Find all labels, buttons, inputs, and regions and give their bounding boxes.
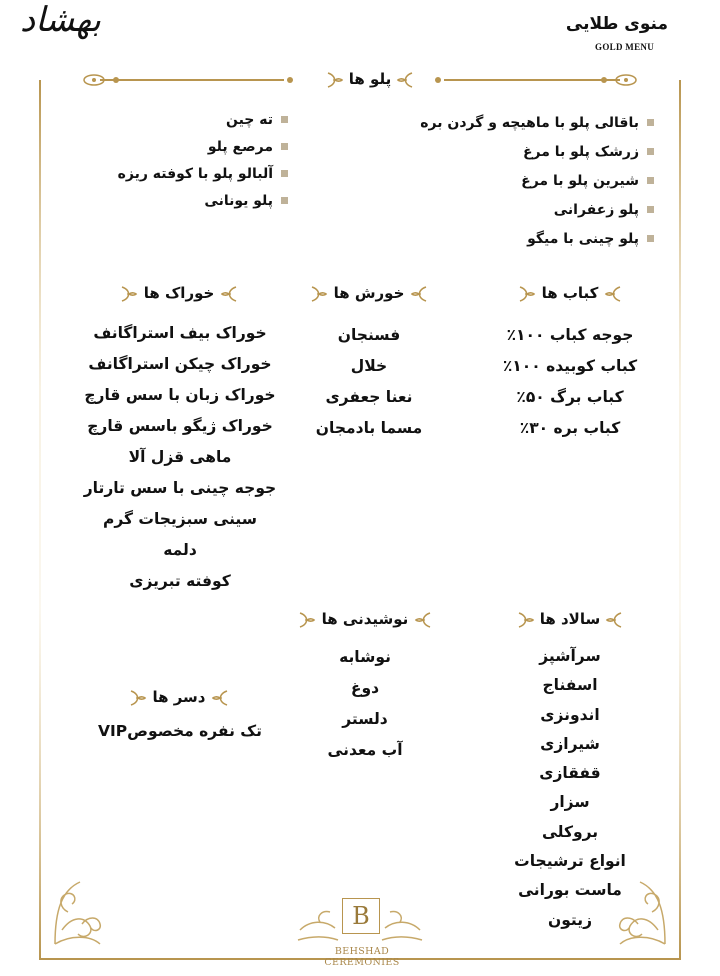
ornament-icon (517, 611, 535, 629)
list-item: زرشک پلو با مرغ (420, 137, 654, 166)
list-item: خلال (350, 357, 388, 375)
list-item: خوراک ژیگو باسس قارچ (87, 417, 273, 435)
list-item: دوغ (350, 679, 380, 697)
section-title-kabab (500, 284, 640, 303)
section-title-text: پلو ها (348, 70, 392, 88)
list-item: دلمه (163, 541, 197, 559)
section-title-salad (500, 610, 640, 629)
footer-logo-mark: B (342, 898, 380, 934)
section-title-text: دسر ها (152, 688, 206, 706)
list-item: شیرازی (540, 734, 600, 753)
list-item: کوفته تبریزی (129, 572, 231, 590)
list-item: شیرین پلو با مرغ (420, 166, 654, 195)
kabab-list (490, 320, 650, 444)
list-item: جوجه کباب ۱۰۰٪ (506, 326, 634, 344)
section-title-text: سالاد ها (539, 610, 601, 628)
list-item: باقالی پلو با ماهیچه و گردن بره (420, 108, 654, 137)
list-item: فسنجان (337, 326, 401, 344)
list-item: سرآشپز (539, 647, 601, 665)
ornament-icon (211, 689, 229, 707)
list-item: سزار (550, 793, 590, 812)
ornament-icon (310, 285, 328, 303)
brand-logo: بهشاد (20, 0, 101, 40)
list-item: اسفناج (542, 676, 598, 695)
section-title-khorak (104, 284, 254, 303)
section-title-khoresh (294, 284, 444, 303)
deser-list (70, 716, 290, 747)
polo-list-left (118, 106, 288, 214)
ornament-icon (414, 611, 432, 629)
ornament-icon (396, 71, 414, 89)
ornament-icon (410, 285, 428, 303)
ornament-icon (298, 611, 316, 629)
salad-list (500, 642, 640, 935)
list-item: بروکلی (541, 822, 599, 841)
menu-title: منوی طلایی (565, 14, 668, 34)
list-item: کباب برگ ۵۰٪ (516, 388, 624, 406)
list-item: ماست بورانی (518, 881, 622, 900)
section-title-text: خورش ها (333, 284, 405, 302)
section-title-text: نوشیدنی ها (321, 610, 409, 628)
ornament-icon (604, 285, 622, 303)
list-item: جوجه چینی با سس تارتار (83, 479, 277, 497)
nooshidani-list (290, 642, 440, 766)
list-item: نوشابه (339, 648, 391, 666)
section-title-polo (300, 70, 440, 89)
list-item: نعنا جعفری (325, 388, 413, 406)
section-title-deser (104, 688, 254, 707)
list-item: سینی سبزیجات گرم (103, 510, 257, 528)
list-item: تک نفره مخصوصVIP (98, 722, 262, 740)
footer-brand-text: BEHSHAD CEREMONIES (324, 946, 400, 968)
list-item: انواع ترشیجات (514, 852, 626, 871)
list-item: مرصع پلو (118, 133, 288, 160)
list-item: پلو زعفرانی (420, 195, 654, 224)
list-item: کباب کوبیده ۱۰۰٪ (502, 357, 638, 375)
section-title-text: خوراک ها (143, 284, 215, 302)
list-item: پلو یونانی (118, 187, 288, 214)
list-item: خوراک زبان با سس قارچ (84, 386, 276, 404)
ornament-icon (120, 285, 138, 303)
list-item: آلبالو پلو با کوفته ریزه (118, 160, 288, 187)
list-item: ماهی قزل آلا (128, 448, 232, 466)
ornament-icon (326, 71, 344, 89)
section-title-nooshidani (280, 610, 450, 629)
khorak-list (60, 318, 300, 597)
list-item: خوراک بیف استراگانف (93, 324, 267, 342)
menu-subtitle: GOLD MENU (595, 42, 654, 52)
list-item: آب معدنی (327, 741, 403, 759)
list-item: مسما بادمجان (315, 419, 423, 437)
list-item: اندونزی (540, 705, 600, 724)
list-item: دلستر (342, 710, 388, 728)
ornament-icon (605, 611, 623, 629)
list-item: خوراک چیکن استراگانف (88, 355, 272, 373)
ornament-icon (518, 285, 536, 303)
list-item: قفقازی (539, 764, 601, 783)
khoresh-list (294, 320, 444, 444)
ornament-icon (220, 285, 238, 303)
polo-list-right (420, 108, 654, 253)
list-item: زیتون (547, 910, 593, 929)
section-title-text: کباب ها (541, 284, 599, 302)
list-item: کباب بره ۳۰٪ (519, 419, 621, 437)
ornament-icon (129, 689, 147, 707)
list-item: ته چین (118, 106, 288, 133)
list-item: پلو چینی با میگو (420, 224, 654, 253)
